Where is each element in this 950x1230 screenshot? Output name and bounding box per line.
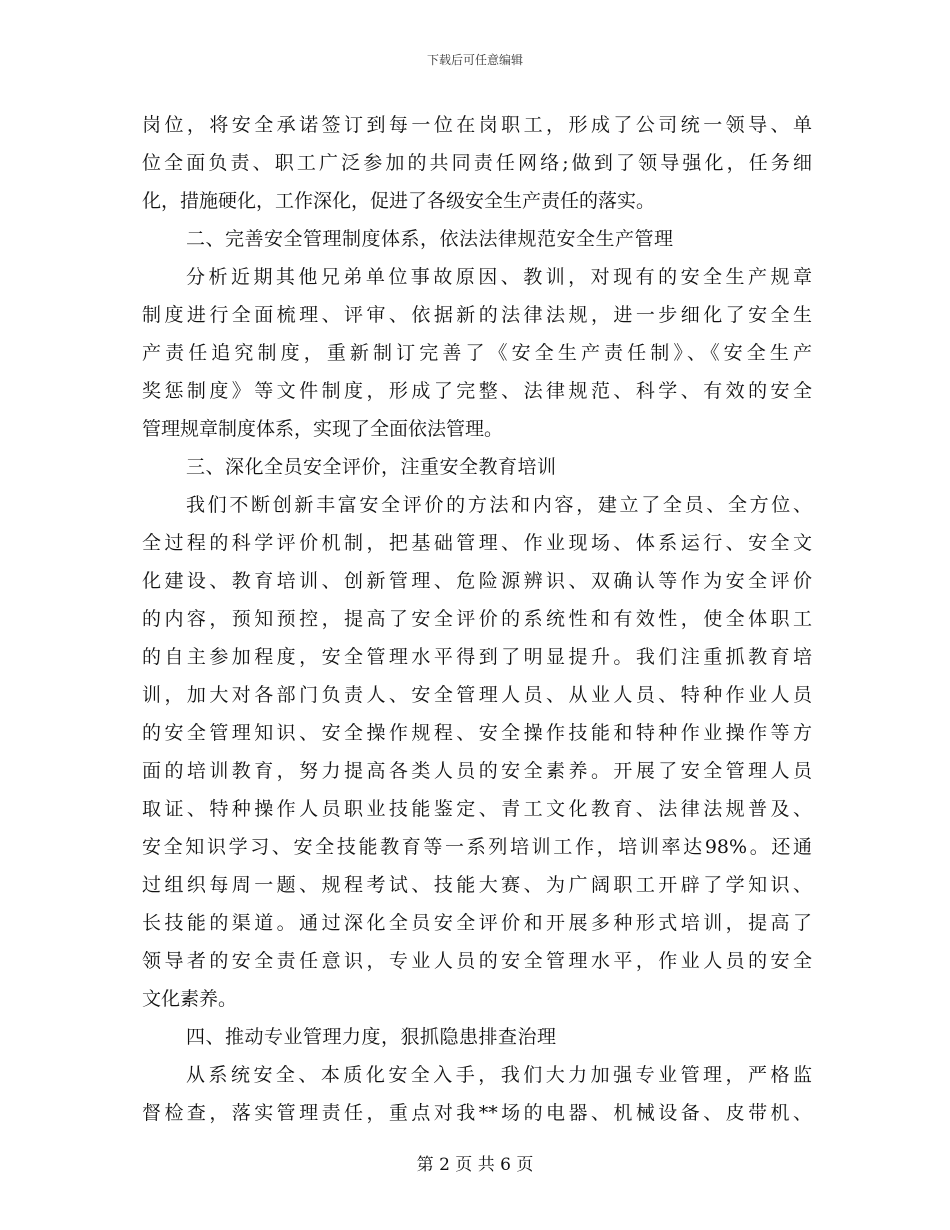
text-line: 领导者的安全责任意识，专业人员的安全管理水平，作业人员的安全 <box>142 950 812 972</box>
text-line: 的内容，预知预控，提高了安全评价的系统性和有效性，使全体职工 <box>142 608 812 630</box>
text-line: 产责任追究制度，重新制订完善了《安全生产责任制》、《安全生产 <box>142 342 812 364</box>
text-line: 位全面负责、职工广泛参加的共同责任网络;做到了领导强化，任务细 <box>142 152 812 174</box>
text-line: 化，措施硬化，工作深化，促进了各级安全生产责任的落实。 <box>142 190 656 212</box>
page-header: 下载后可任意编辑 <box>426 53 523 67</box>
text-line: 训，加大对各部门负责人、安全管理人员、从业人员、特种作业人员 <box>142 684 812 706</box>
text-line: 化建设、教育培训、创新管理、危险源辨识、双确认等作为安全评价 <box>142 570 812 592</box>
text-line: 督检查，落实管理责任，重点对我**场的电器、机械设备、皮带机、 <box>142 1102 812 1124</box>
text-line: 制度进行全面梳理、评审、依据新的法律法规，进一步细化了安全生 <box>142 304 812 326</box>
paragraph <box>142 258 812 448</box>
document-body <box>142 106 812 1132</box>
text-line: 管理规章制度体系，实现了全面依法管理。 <box>142 418 504 440</box>
text-line: 的自主参加程度，安全管理水平得到了明显提升。我们注重抓教育培 <box>142 646 812 668</box>
paragraph <box>142 1056 812 1132</box>
section-heading: 二、完善安全管理制度体系，依法法律规范安全生产管理 <box>186 228 674 250</box>
text-line: 从系统安全、本质化安全入手，我们大力加强专业管理，严格监 <box>186 1064 812 1086</box>
text-line: 安全知识学习、安全技能教育等一系列培训工作，培训率达98%。还通 <box>142 836 812 858</box>
text-line: 取证、特种操作人员职业技能鉴定、青工文化教育、法律法规普及、 <box>142 798 812 820</box>
paragraph <box>142 106 812 220</box>
page-number: 第 2 页 共 6 页 <box>416 1155 534 1175</box>
text-line: 长技能的渠道。通过深化全员安全评价和开展多种形式培训，提高了 <box>142 912 812 934</box>
paragraph <box>142 486 812 1018</box>
text-line: 岗位，将安全承诺签订到每一位在岗职工，形成了公司统一领导、单 <box>142 114 812 136</box>
text-line: 的安全管理知识、安全操作规程、安全操作技能和特种作业操作等方 <box>142 722 812 744</box>
text-line: 过组织每周一题、规程考试、技能大赛、为广阔职工开辟了学知识、 <box>142 874 812 896</box>
section-heading: 三、深化全员安全评价，注重安全教育培训 <box>186 456 557 478</box>
text-line: 文化素养。 <box>142 988 238 1010</box>
text-line: 奖惩制度》等文件制度，形成了完整、法律规范、科学、有效的安全 <box>142 380 812 402</box>
text-line: 面的培训教育，努力提高各类人员的安全素养。开展了安全管理人员 <box>142 760 812 782</box>
text-line: 我们不断创新丰富安全评价的方法和内容，建立了全员、全方位、 <box>186 494 812 516</box>
text-line: 全过程的科学评价机制，把基础管理、作业现场、体系运行、安全文 <box>142 532 812 554</box>
section-heading: 四、推动专业管理力度，狠抓隐患排查治理 <box>186 1026 557 1048</box>
text-line: 分析近期其他兄弟单位事故原因、教训，对现有的安全生产规章 <box>186 266 812 288</box>
